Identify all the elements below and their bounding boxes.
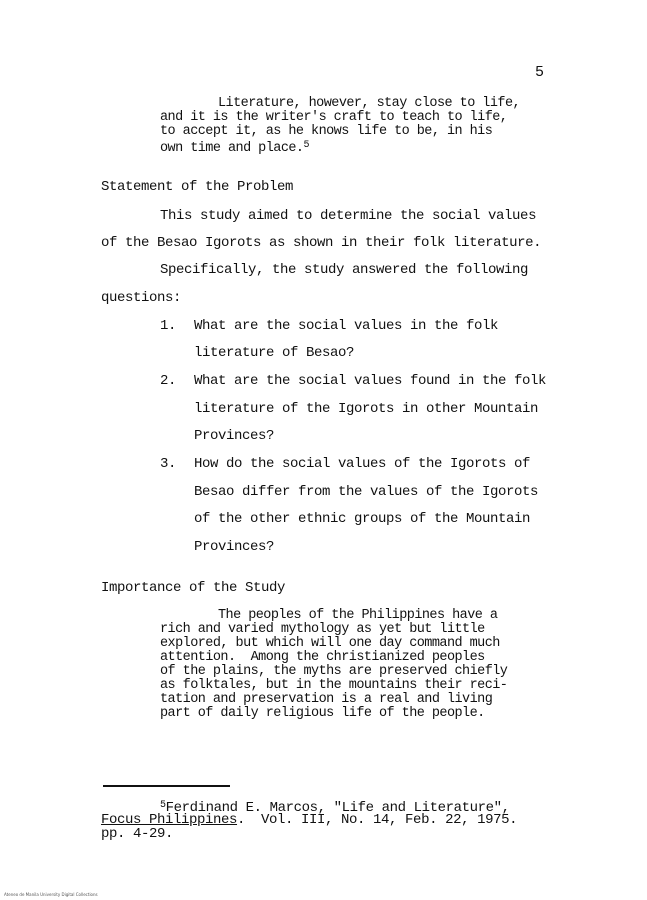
footnote-line-2 xyxy=(101,813,517,827)
epigraph-line-1: Literature, however, stay close to life, xyxy=(218,96,521,111)
question-2-line-3: Provinces? xyxy=(194,428,275,444)
importance-line-5: of the plains, the myths are preserved chiefly xyxy=(160,664,508,679)
question-3-line-3: of the other ethnic groups of the Mountain xyxy=(194,511,531,527)
question-2-line-2: literature of the Igorots in other Mountain xyxy=(194,401,539,417)
importance-line-6: as folktales, but in the mountains their reci- xyxy=(160,678,508,693)
scan-watermark: Ateneo de Manila University Digital Collections xyxy=(4,892,98,897)
epigraph-footnote-ref: 5 xyxy=(303,140,309,151)
question-3-line-1: How do the social values of the Igorots of xyxy=(194,456,531,472)
question-3-number: 3. xyxy=(160,456,177,472)
question-2-line-1: What are the social values found in the folk xyxy=(194,373,547,389)
epigraph-line-4 xyxy=(160,139,309,155)
problem-para2-line-2: questions: xyxy=(101,290,182,306)
question-1-line-2: literature of Besao? xyxy=(194,345,355,361)
epigraph-line-4-text: own time and place. xyxy=(160,141,304,156)
footnote-line-1-text: Ferdinand E. Marcos, "Life and Literature", xyxy=(165,800,510,816)
problem-para2-line-1: Specifically, the study answered the following xyxy=(160,262,529,278)
importance-line-3: explored, but which will one day command much xyxy=(160,636,500,651)
page-number: 5 xyxy=(535,64,544,81)
importance-line-7: tation and preservation is a real and living xyxy=(160,692,493,707)
section-heading-problem: Statement of the Problem xyxy=(101,179,294,195)
footnote-line-2-rest: . Vol. III, No. 14, Feb. 22, 1975. xyxy=(237,812,518,828)
question-1-line-1: What are the social values in the folk xyxy=(194,318,499,334)
importance-line-8: part of daily religious life of the people. xyxy=(160,706,485,721)
question-3-line-4: Provinces? xyxy=(194,539,275,555)
question-2-number: 2. xyxy=(160,373,177,389)
footnote-source: Focus Philippines xyxy=(101,812,238,828)
problem-para1-line-1: This study aimed to determine the social values xyxy=(160,208,537,224)
importance-line-4: attention. Among the christianized peoples xyxy=(160,650,485,665)
importance-line-2: rich and varied mythology as yet but little xyxy=(160,622,485,637)
importance-line-1: The peoples of the Philippines have a xyxy=(218,608,498,623)
question-3-line-2: Besao differ from the values of the Igorots xyxy=(194,484,539,500)
footnote-line-3: pp. 4-29. xyxy=(101,826,174,842)
footnote-marker: 5 xyxy=(160,800,166,811)
problem-para1-line-2: of the Besao Igorots as shown in their folk literature. xyxy=(101,235,542,251)
section-heading-importance: Importance of the Study xyxy=(101,580,286,596)
footnote-rule xyxy=(103,785,230,787)
epigraph-line-3: to accept it, as he knows life to be, in his xyxy=(160,124,493,139)
epigraph-line-2: and it is the writer's craft to teach to life, xyxy=(160,110,508,125)
question-1-number: 1. xyxy=(160,318,177,334)
